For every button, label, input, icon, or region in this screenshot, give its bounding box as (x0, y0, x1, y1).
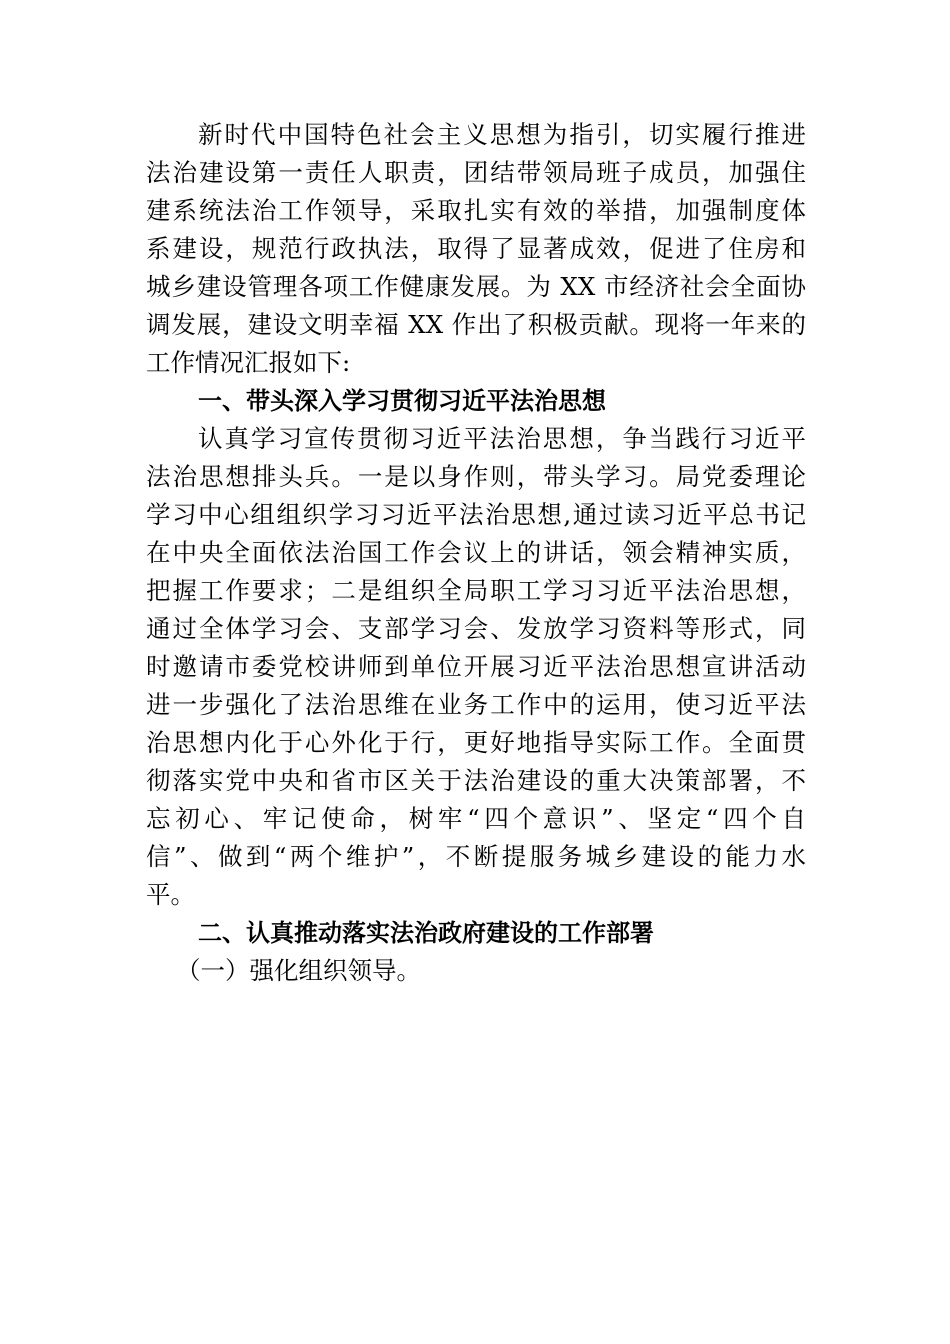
paragraph-line: 忘初心、牢记使命，树牢“四个意识”、坚定“四个自 (146, 804, 806, 833)
paragraph-line: 调发展，建设文明幸福 XX 作出了积极贡献。现将一年来的 (146, 310, 806, 339)
paragraph-line: 把握工作要求；二是组织全局职工学习习近平法治思想， (146, 576, 806, 605)
paragraph-line: 建系统法治工作领导，采取扎实有效的举措，加强制度体 (146, 196, 806, 225)
paragraph-line: 工作情况汇报如下: (146, 348, 351, 377)
paragraph-line: 时邀请市委党校讲师到单位开展习近平法治思想宣讲活动 (146, 652, 806, 681)
paragraph-line: 新时代中国特色社会主义思想为指引，切实履行推进 (198, 120, 806, 149)
section-heading-1: 一、带头深入学习贯彻习近平法治思想 (198, 387, 606, 415)
paragraph-line: 彻落实党中央和省市区关于法治建设的重大决策部署，不 (146, 766, 806, 795)
document-page (146, 116, 806, 990)
paragraph-line: 法治建设第一责任人职责，团结带领局班子成员，加强住 (146, 158, 806, 187)
paragraph-line: 进一步强化了法治思维在业务工作中的运用，使习近平法 (146, 690, 806, 719)
paragraph-line: 通过全体学习会、支部学习会、发放学习资料等形式，同 (146, 614, 806, 643)
paragraph-line: 认真学习宣传贯彻习近平法治思想，争当践行习近平 (198, 424, 806, 453)
paragraph-line: 信”、做到“两个维护”，不断提服务城乡建设的能力水 (146, 842, 806, 871)
paragraph-line: 学习中心组组织学习习近平法治思想,通过读习近平总书记 (146, 500, 806, 529)
subsection-heading: （一）强化组织领导。 (176, 956, 421, 985)
paragraph-line: 治思想内化于心外化于行，更好地指导实际工作。全面贯 (146, 728, 806, 757)
paragraph-line: 平。 (146, 880, 195, 909)
paragraph-line: 在中央全面依法治国工作会议上的讲话，领会精神实质， (146, 538, 806, 567)
paragraph-line: 法治思想排头兵。一是以身作则，带头学习。局党委理论 (146, 462, 806, 491)
section-heading-2: 二、认真推动落实法治政府建设的工作部署 (198, 919, 654, 947)
paragraph-line: 系建设，规范行政执法，取得了显著成效，促进了住房和 (146, 234, 806, 263)
paragraph-line: 城乡建设管理各项工作健康发展。为 XX 市经济社会全面协 (146, 272, 806, 301)
